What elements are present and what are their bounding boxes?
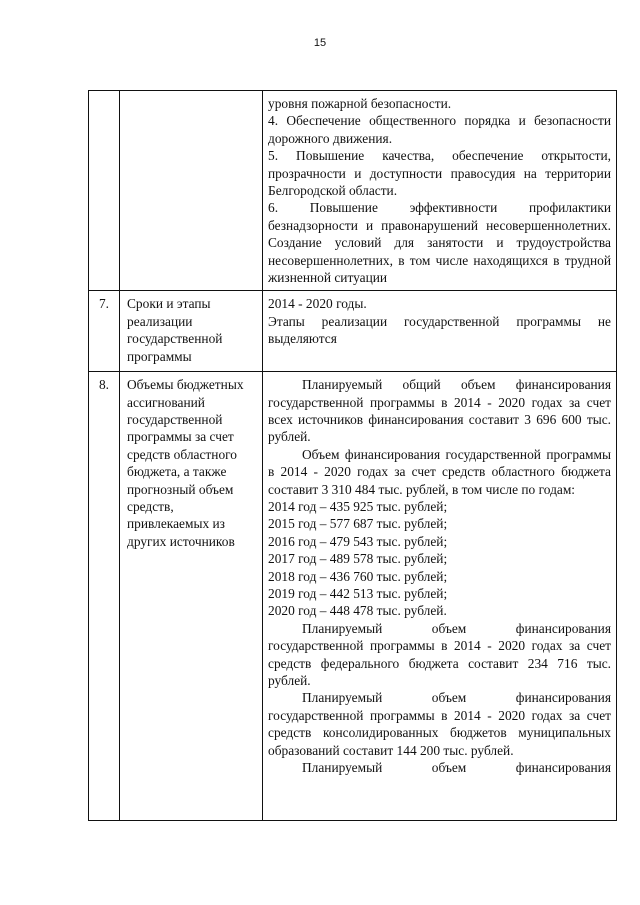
funding-total-paragraph: Планируемый общий объем финансирования государственной программы в 2014 - 2020 годах за счет всех источников финансирования составит 3 696 600 тыс. рублей. — [268, 377, 611, 445]
funding-year-2016: 2016 год – 479 543 тыс. рублей; — [268, 533, 448, 549]
row-content — [263, 91, 617, 291]
funding-regional-paragraph: Объем финансирования государственной программы в 2014 - 2020 годах за счет средств областного бюджета составит 3 310 484 тыс. рублей, в том числе по годам: — [268, 446, 611, 497]
funding-year-2018: 2018 год – 436 760 тыс. рублей; — [268, 568, 448, 584]
funding-federal-paragraph: Планируемый объем финансирования государственной программы в 2014 - 2020 годах за счет средств федерального бюджета составит 234 716 тыс. рублей. — [268, 620, 611, 688]
funding-year-2015: 2015 год – 577 687 тыс. рублей; — [268, 516, 448, 532]
row-name: Сроки и этапы реализации государственной программы — [120, 291, 263, 372]
page-number: 15 — [313, 37, 327, 49]
stages-line: Этапы реализации государственной программы не выделяются — [268, 313, 611, 347]
table-row-7 — [89, 291, 617, 372]
goal-line-4: 4. Обеспечение общественного порядка и безопасности дорожного движения. — [268, 113, 611, 146]
period-line: 2014 - 2020 годы. — [268, 296, 367, 312]
row-number — [89, 91, 120, 291]
row-content — [263, 372, 617, 821]
row-name — [120, 91, 263, 291]
program-passport-table — [88, 90, 617, 821]
funding-year-2019: 2019 год – 442 513 тыс. рублей; — [268, 585, 448, 601]
row-name: Объемы бюджетных ассигнований государственной программы за счет средств областного бюджета, а также прогнозный объем средств, привлекаемых из других источников — [120, 372, 263, 821]
row-number: 7. — [89, 291, 120, 372]
funding-municipal-paragraph: Планируемый объем финансирования государственной программы в 2014 - 2020 годах за счет средств консолидированных бюджетов муниципальных образований составит 144 200 тыс. рублей. — [268, 690, 611, 758]
funding-cut-paragraph: Планируемый объем финансирования — [302, 760, 611, 776]
row-content — [263, 291, 617, 372]
funding-year-2014: 2014 год – 435 925 тыс. рублей; — [268, 498, 448, 514]
goal-line-6: 6. Повышение эффективности профилактики безнадзорности и правонарушений несовершеннолетних. Создание условий для занятости и трудоустройства несовершеннолетних, в том числе находящихся в трудной жизненной ситуации — [268, 200, 611, 286]
funding-text — [268, 376, 611, 816]
table-row-continued — [89, 91, 617, 291]
funding-year-2017: 2017 год – 489 578 тыс. рублей; — [268, 551, 448, 567]
funding-year-2020: 2020 год – 448 478 тыс. рублей. — [268, 603, 447, 619]
table-row-8 — [89, 372, 617, 821]
row-number: 8. — [89, 372, 120, 821]
goal-line-5: 5. Повышение качества, обеспечение открытости, прозрачности и доступности правосудия на территории Белгородской области. — [268, 148, 611, 199]
goal-line-1: уровня пожарной безопасности. — [268, 96, 452, 111]
